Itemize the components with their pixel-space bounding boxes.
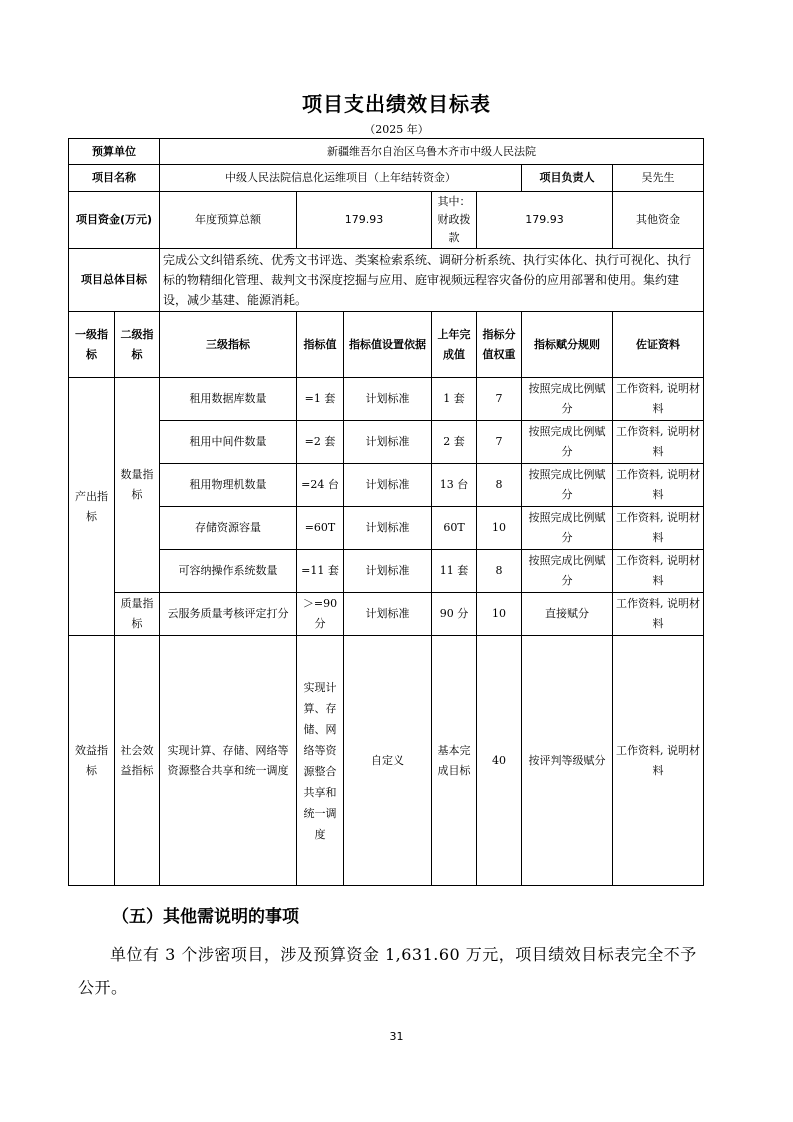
level1-benefit: 效益指标 <box>69 636 115 886</box>
budget-unit-row <box>69 139 704 165</box>
overall-goal-text: 完成公文纠错系统、优秀文书评选、类案检索系统、调研分析系统、执行实体化、执行可视化、执行标的物精细化管理、裁判文书深度挖掘与应用、庭审视频远程容灾备份的应用部署和使用。集约建设，减少基建、能源消耗。 <box>160 249 704 312</box>
annual-total-value: 179.93 <box>297 192 432 249</box>
col-evidence: 佐证资料 <box>613 312 704 378</box>
weight-cell: 10 <box>477 507 522 550</box>
last-year-cell: 90 分 <box>432 593 477 636</box>
table-row <box>69 464 704 507</box>
value-cell: =24 台 <box>297 464 344 507</box>
value-cell: ＞=90 分 <box>297 593 344 636</box>
performance-goal-table <box>68 138 704 886</box>
rule-cell: 按照完成比例赋分 <box>522 550 613 593</box>
basis-cell: 计划标准 <box>344 550 432 593</box>
level3-cell: 实现计算、存储、网络等资源整合共享和统一调度 <box>160 636 297 886</box>
value-cell: =2 套 <box>297 421 344 464</box>
evidence-cell: 工作资料, 说明材料 <box>613 378 704 421</box>
budget-unit-value: 新疆维吾尔自治区乌鲁木齐市中级人民法院 <box>160 139 704 165</box>
value-cell: =60T <box>297 507 344 550</box>
rule-cell: 按评判等级赋分 <box>522 636 613 886</box>
table-row <box>69 507 704 550</box>
basis-cell: 计划标准 <box>344 464 432 507</box>
table-row <box>69 421 704 464</box>
value-cell: 实现计算、存储、网络等资源整合共享和统一调度 <box>297 636 344 886</box>
other-funds-label: 其他资金 <box>613 192 704 249</box>
evidence-cell: 工作资料, 说明材料 <box>613 421 704 464</box>
level2-quality: 质量指标 <box>115 593 160 636</box>
weight-cell: 7 <box>477 421 522 464</box>
funds-label: 项目资金(万元) <box>69 192 160 249</box>
overall-goal-row <box>69 249 704 312</box>
table-row <box>69 593 704 636</box>
col-weight: 指标分值权重 <box>477 312 522 378</box>
table-row <box>69 378 704 421</box>
value-cell: =1 套 <box>297 378 344 421</box>
last-year-cell: 2 套 <box>432 421 477 464</box>
budget-unit-label: 预算单位 <box>69 139 160 165</box>
last-year-cell: 11 套 <box>432 550 477 593</box>
basis-cell: 计划标准 <box>344 378 432 421</box>
table-row <box>69 636 704 886</box>
basis-cell: 计划标准 <box>344 593 432 636</box>
rule-cell: 按照完成比例赋分 <box>522 421 613 464</box>
basis-cell: 计划标准 <box>344 507 432 550</box>
level3-cell: 租用数据库数量 <box>160 378 297 421</box>
table-year: （2025 年） <box>364 123 429 136</box>
last-year-cell: 基本完成目标 <box>432 636 477 886</box>
leader-value: 吴先生 <box>613 165 704 192</box>
last-year-cell: 60T <box>432 507 477 550</box>
weight-cell: 8 <box>477 464 522 507</box>
value-cell: =11 套 <box>297 550 344 593</box>
level3-cell: 云服务质量考核评定打分 <box>160 593 297 636</box>
column-header-row <box>69 312 704 378</box>
col-value: 指标值 <box>297 312 344 378</box>
level3-cell: 租用中间件数量 <box>160 421 297 464</box>
col-level2: 二级指标 <box>115 312 160 378</box>
fiscal-value: 179.93 <box>477 192 613 249</box>
rule-cell: 直接赋分 <box>522 593 613 636</box>
level1-output: 产出指标 <box>69 378 115 636</box>
section-heading: （五）其他需说明的事项 <box>112 907 299 927</box>
col-level3: 三级指标 <box>160 312 297 378</box>
project-funds-row <box>69 192 704 249</box>
last-year-cell: 13 台 <box>432 464 477 507</box>
col-rule: 指标赋分规则 <box>522 312 613 378</box>
section-paragraph: 单位有 3 个涉密项目，涉及预算资金 1,631.60 万元，项目绩效目标表完全不予公开。 <box>78 945 697 997</box>
last-year-cell: 1 套 <box>432 378 477 421</box>
project-name-row <box>69 165 704 192</box>
col-level1: 一级指标 <box>69 312 115 378</box>
evidence-cell: 工作资料, 说明材料 <box>613 507 704 550</box>
project-name-label: 项目名称 <box>69 165 160 192</box>
annual-total-label: 年度预算总额 <box>160 192 297 249</box>
col-last-year: 上年完成值 <box>432 312 477 378</box>
level3-cell: 存储资源容量 <box>160 507 297 550</box>
fiscal-label: 其中：财政拨款 <box>432 192 477 249</box>
basis-cell: 计划标准 <box>344 421 432 464</box>
level2-social: 社会效益指标 <box>115 636 160 886</box>
level2-quantity: 数量指标 <box>115 378 160 593</box>
page-number: 31 <box>389 1030 404 1043</box>
evidence-cell: 工作资料, 说明材料 <box>613 550 704 593</box>
col-basis: 指标值设置依据 <box>344 312 432 378</box>
evidence-cell: 工作资料, 说明材料 <box>613 464 704 507</box>
table-row <box>69 550 704 593</box>
weight-cell: 7 <box>477 378 522 421</box>
project-name-value: 中级人民法院信息化运维项目（上年结转资金） <box>160 165 522 192</box>
rule-cell: 按照完成比例赋分 <box>522 464 613 507</box>
weight-cell: 40 <box>477 636 522 886</box>
rule-cell: 按照完成比例赋分 <box>522 507 613 550</box>
weight-cell: 10 <box>477 593 522 636</box>
rule-cell: 按照完成比例赋分 <box>522 378 613 421</box>
basis-cell: 自定义 <box>344 636 432 886</box>
weight-cell: 8 <box>477 550 522 593</box>
overall-goal-label: 项目总体目标 <box>69 249 160 312</box>
leader-label: 项目负责人 <box>522 165 613 192</box>
page-title: 项目支出绩效目标表 <box>302 92 491 116</box>
level3-cell: 可容纳操作系统数量 <box>160 550 297 593</box>
evidence-cell: 工作资料, 说明材料 <box>613 593 704 636</box>
evidence-cell: 工作资料, 说明材料 <box>613 636 704 886</box>
level3-cell: 租用物理机数量 <box>160 464 297 507</box>
